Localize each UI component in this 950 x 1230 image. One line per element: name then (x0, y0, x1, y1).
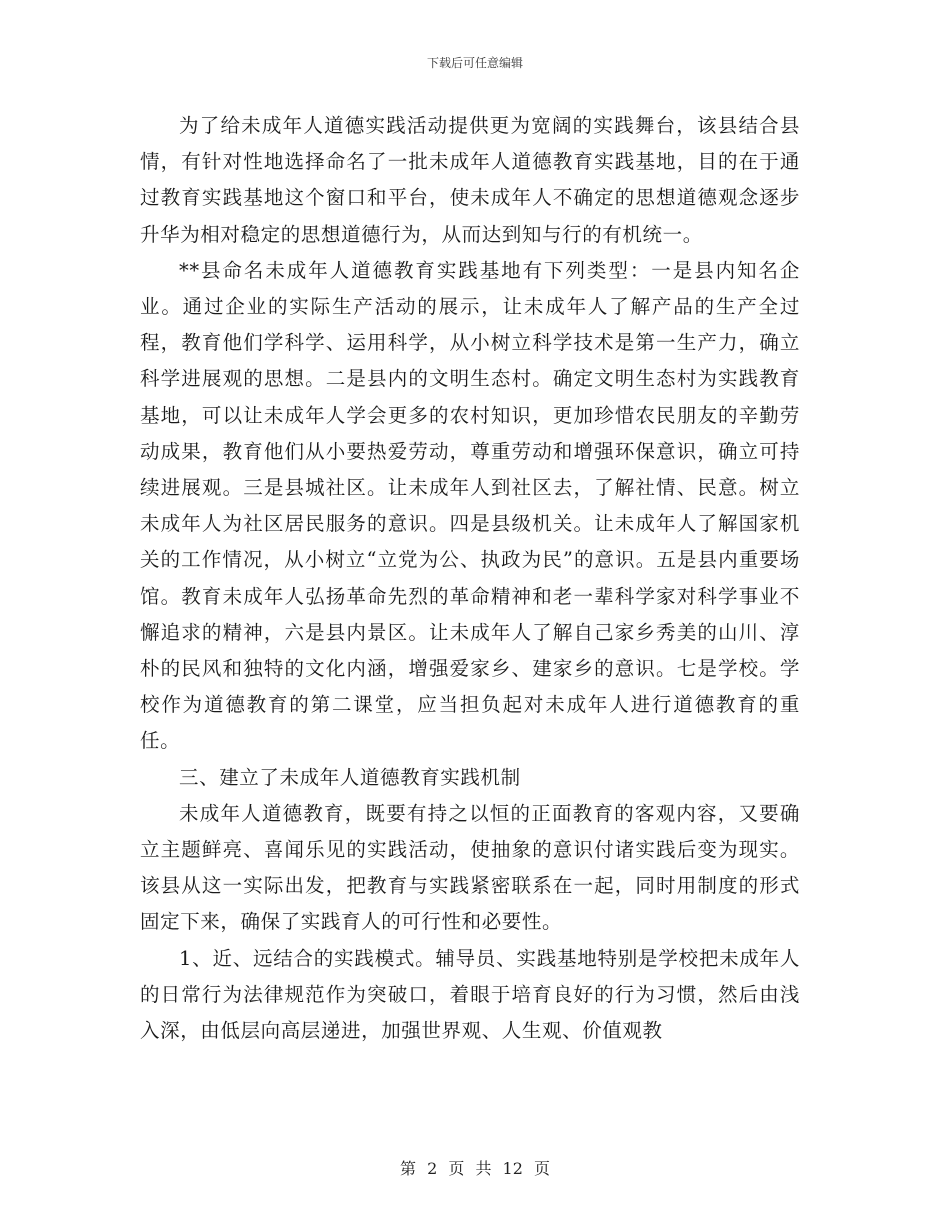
page-header: 下载后可任意编辑 (426, 56, 523, 70)
page-footer: 第 2 页 共 12 页 (400, 1159, 550, 1178)
paragraph-practice-mode: 1、近、远结合的实践模式。辅导员、实践基地特别是学校把未成年人的日常行为法律规范作为突破口，着眼于培育良好的行为习惯，然后由浅入深，由低层向高层递进，加强世界观、人生观、价值观教 (140, 946, 800, 1043)
document-body (140, 108, 800, 1049)
paragraph-base-types: **县命名未成年人道德教育实践基地有下列类型：一是县内知名企业。通过企业的实际生产活动的展示，让未成年人了解产品的生产全过程，教育他们学科学、运用科学，从小树立科学技术是第一生产力，确立科学进展观的思想。二是县内的文明生态村。确定文明生态村为实践教育基地，可以让未成年人学会更多的农村知识，更加珍惜农民朋友的辛勤劳动成果，教育他们从小要热爱劳动，尊重劳动和增强环保意识，确立可持续进展观。三是县城社区。让未成年人到社区去，了解社情、民意。树立未成年人为社区居民服务的意识。四是县级机关。让未成年人了解国家机关的工作情况，从小树立“立党为公、执政为民”的意识。五是县内重要场馆。教育未成年人弘扬革命先烈的革命精神和老一辈科学家对科学事业不懈追求的精神，六是县内景区。让未成年人了解自己家乡秀美的山川、淳朴的民风和独特的文化内涵，增强爱家乡、建家乡的意识。七是学校。学校作为道德教育的第二课堂，应当担负起对未成年人进行道德教育的重任。 (140, 258, 800, 753)
section-heading: 三、建立了未成年人道德教育实践机制 (179, 765, 521, 789)
paragraph-practice-stage: 为了给未成年人道德实践活动提供更为宽阔的实践舞台，该县结合县情，有针对性地选择命名了一批未成年人道德教育实践基地，目的在于通过教育实践基地这个窗口和平台，使未成年人不确定的思想道德观念逐步升华为相对稳定的思想道德行为，从而达到知与行的有机统一。 (140, 114, 800, 246)
paragraph-mechanism: 未成年人道德教育，既要有持之以恒的正面教育的客观内容，又要确立主题鲜亮、喜闻乐见的实践活动，使抽象的意识付诸实践后变为现实。该县从这一实际出发，把教育与实践紧密联系在一起，同时用制度的形式固定下来，确保了实践育人的可行性和必要性。 (140, 801, 800, 934)
